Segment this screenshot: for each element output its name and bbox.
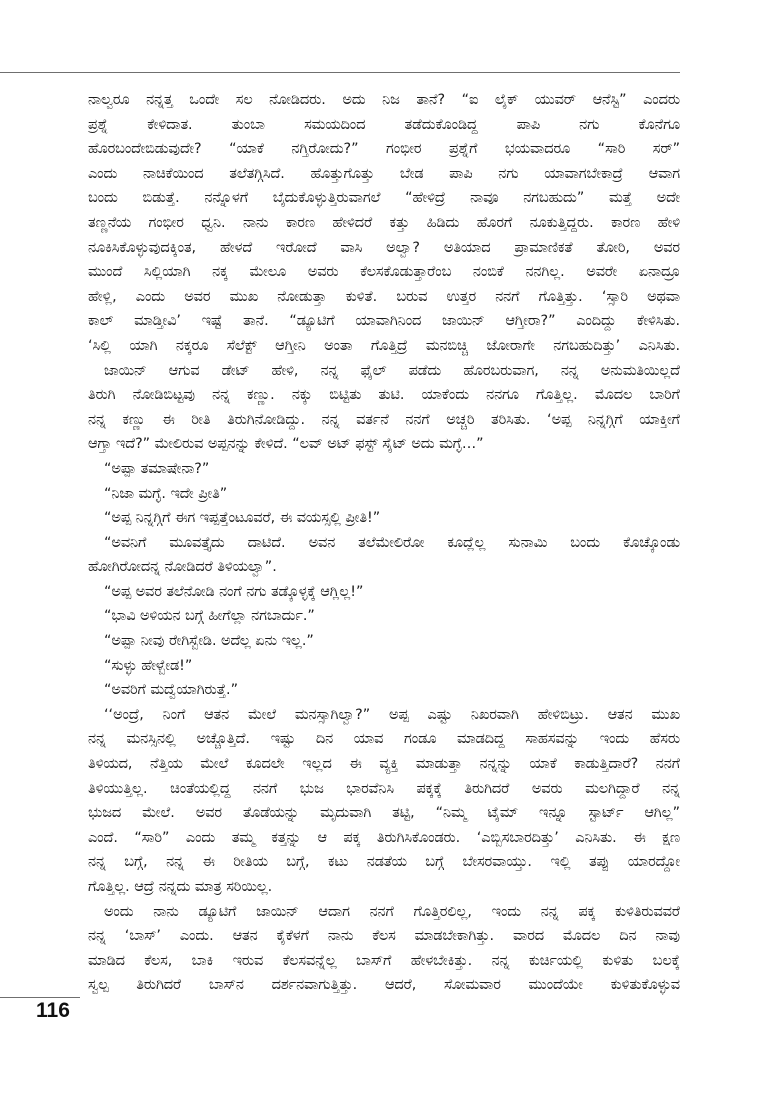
text-line-24: “ಸುಳ್ಳು ಹೇಳ್ಬೇಡ!” [104, 657, 193, 674]
text-line-30: ಭುಜದ ಮೇಲೆ. ಅವರ ತೊಡೆಯನ್ನು ಮೃದುವಾಗಿ ತಟ್ಟಿ, “ನಿಮ್ಮ ಟೈಮ್ ಇನ್ನೂ ಸ್ಟಾರ್ಟ್ ಆಗಿಲ್ಲ” [88, 805, 680, 822]
text-line-04: ಎಂದು ನಾಚಿಕೆಯಿಂದ ತಲೆತಗ್ಗಿಸಿದೆ. ಹೊತ್ತುಗೊತ್ತು ಬೇಡ ಪಾಪಿ ನಗು ಯಾವಾಗಬೇಕಾದ್ರೆ ಆವಾಗ [88, 165, 680, 182]
text-line-02: ಪ್ರಶ್ನೆ ಕೇಳಿದಾತ. ತುಂಬಾ ಸಮಯದಿಂದ ತಡೆದುಕೊಂಡಿದ್ದ ಪಾಪಿ ನಗು ಕೊನೆಗೂ [88, 116, 680, 133]
text-line-31: ಎಂದೆ. “ಸಾರಿ” ಎಂದು ತಮ್ಮ ಕತ್ತನ್ನು ಆ ಪಕ್ಕ ತಿರುಗಿಸಿಕೊಂಡರು. ‘ಎಬ್ಬಿಸಬಾರದಿತ್ತು’ ಎನಿಸಿತು. ಈ ಕ್ಷಣ [88, 829, 680, 846]
text-line-13: ತಿರುಗಿ ನೋಡಿಬಿಟ್ಟವು ನನ್ನ ಕಣ್ಣು. ನಕ್ಕು ಬಿಟ್ಟಿತು ತುಟಿ. ಯಾಕೆಂದು ನನಗೂ ಗೊತ್ತಿಲ್ಲ. ಮೊದಲ ಬಾರಿಗೆ [88, 387, 680, 404]
text-line-20: ಹೋಗಿರೋದನ್ನ ನೋಡಿದರೆ ತಿಳಿಯಲ್ವಾ”. [88, 559, 277, 576]
page-body-text [88, 88, 680, 998]
text-line-19: “ಅವನಿಗೆ ಮೂವತ್ತೈದು ದಾಟಿದೆ. ಅವನ ತಲೆಮೇಲಿರೋ ಕೂದ್ಲೆಲ್ಲ ಸುನಾಮಿ ಬಂದು ಕೊಚ್ಕೊಂಡು [104, 534, 680, 551]
header-rule [0, 72, 680, 73]
text-line-07: ನೂಕಿಸಿಕೊಳ್ಳುವುದಕ್ಕಿಂತ, ಹೇಳದೆ ಇರೋದೆ ವಾಸಿ ಅಲ್ವಾ? ಅತಿಯಾದ ಪ್ರಾಮಾಣಿಕತೆ ತೋರಿ, ಅವರ [88, 239, 680, 256]
text-line-34: ಅಂದು ನಾನು ಡ್ಯೂಟಿಗೆ ಜಾಯಿನ್ ಆದಾಗ ನನಗೆ ಗೊತ್ತಿರಲಿಲ್ಲ, ಇಂದು ನನ್ನ ಪಕ್ಕ ಕುಳಿತಿರುವವರೆ [104, 903, 680, 920]
text-line-09: ಹೇಳ್ಲಿ, ಎಂದು ಅವರ ಮುಖ ನೋಡುತ್ತಾ ಕುಳಿತೆ. ಬರುವ ಉತ್ತರ ನನಗೆ ಗೊತ್ತಿತ್ತು. ‘ಸ್ಸಾರಿ ಅಥವಾ [88, 288, 680, 305]
text-line-36: ಮಾಡಿದ ಕೆಲಸ, ಬಾಕಿ ಇರುವ ಕೆಲಸವನ್ನೆಲ್ಲ ಬಾಸ್‌ಗೆ ಹೇಳಬೇಕಿತ್ತು. ನನ್ನ ಕುರ್ಚಿಯಲ್ಲಿ ಕುಳಿತು ಬಲಕ್ಕೆ [88, 952, 680, 969]
page-number: 116 [36, 999, 70, 1022]
text-line-28: ತಿಳಿಯದ, ನೆತ್ತಿಯ ಮೇಲೆ ಕೂದಲೇ ಇಲ್ಲದ ಈ ವ್ಯಕ್ತಿ ಮಾಡುತ್ತಾ ನನ್ನನ್ನು ಯಾಕೆ ಕಾಡುತ್ತಿದಾರೆ? ನನಗೆ [88, 756, 680, 773]
text-line-25: “ಅವರಿಗೆ ಮದ್ವೆಯಾಗಿರುತ್ತೆ.” [104, 682, 238, 699]
text-line-29: ತಿಳಿಯುತ್ತಿಲ್ಲ. ಚಿಂತೆಯಲ್ಲಿದ್ದ ನನಗೆ ಭುಜ ಭಾರವೆನಿಸಿ ಪಕ್ಕಕ್ಕೆ ತಿರುಗಿದರೆ ಅವರು ಮಲಗಿದ್ದಾರೆ ನನ್ನ [88, 780, 680, 797]
text-line-32: ನನ್ನ ಬಗ್ಗೆ, ನನ್ನ ಈ ರೀತಿಯ ಬಗ್ಗೆ, ಕಟು ನಡತೆಯ ಬಗ್ಗೆ ಬೇಸರವಾಯ್ತು. ಇಲ್ಲಿ ತಪ್ಪು ಯಾರದ್ದೋ [88, 854, 680, 871]
text-line-01: ನಾಲ್ವರೂ ನನ್ನತ್ತ ಒಂದೇ ಸಲ ನೋಡಿದರು. ಅದು ನಿಜ ತಾನೆ? “ಐ ಲೈಕ್ ಯುವರ್ ಆನೆಸ್ಟಿ” ಎಂದರು [88, 92, 680, 108]
text-line-21: “ಅಪ್ಪ ಅವರ ತಲೆನೋಡಿ ನಂಗೆ ನಗು ತಡ್ಕೊಳ್ಳಕ್ಕೆ ಆಗ್ಲಿಲ್ಲ!” [104, 583, 364, 600]
text-line-37: ಸ್ವಲ್ಪ ತಿರುಗಿದರೆ ಬಾಸ್‌ನ ದರ್ಶನವಾಗುತ್ತಿತ್ತು. ಆದರೆ, ಸೋಮವಾರ ಮುಂದೆಯೇ ಕುಳಿತುಕೊಳ್ಳುವ [88, 977, 680, 994]
text-line-33: ಗೊತ್ತಿಲ್ಲ. ಆದ್ರೆ ನನ್ನದು ಮಾತ್ರ ಸರಿಯಿಲ್ಲ. [88, 879, 273, 895]
text-line-18: “ಅಪ್ಪ ನಿನ್ನಗ್ಗಿಗೆ ಈಗ ಇಪ್ಪತ್ತೆಂಟೂವರೆ, ಈ ವಯಸ್ಸಲ್ಲಿ ಪ್ರೀತಿ!” [104, 510, 381, 527]
text-line-16: “ಅಪ್ಪಾ ತಮಾಷೇನಾ?” [104, 460, 210, 477]
text-line-06: ತಣ್ಣನೆಯ ಗಂಭೀರ ಧ್ವನಿ. ನಾನು ಕಾರಣ ಹೇಳಿದರೆ ಕತ್ತು ಹಿಡಿದು ಹೊರಗೆ ನೂಕುತ್ತಿದ್ದರು. ಕಾರಣ ಹೇಳಿ [88, 214, 680, 231]
text-line-08: ಮುಂದೆ ಸಿಲ್ಲಿಯಾಗಿ ನಕ್ಕ ಮೇಲೂ ಅವರು ಕೆಲಸಕೊಡುತ್ತಾರೆಂಬ ನಂಬಿಕೆ ನನಗಿಲ್ಲ. ಅವರೇ ಏನಾದ್ರೂ [88, 264, 680, 281]
text-line-26: ‘‘ಅಂದ್ರೆ, ನಿಂಗೆ ಆತನ ಮೇಲೆ ಮನಸ್ಸಾಗಿಲ್ವಾ?” ಅಪ್ಪ ಎಷ್ಟು ನಿಖರವಾಗಿ ಹೇಳಿಬಿಟ್ರು. ಆತನ ಮುಖ [104, 706, 680, 723]
text-line-35: ನನ್ನ ‘ಬಾಸ್’ ಎಂದು. ಆತನ ಕೈಕೆಳಗೆ ನಾನು ಕೆಲಸ ಮಾಡಬೇಕಾಗಿತ್ತು. ವಾರದ ಮೊದಲ ದಿನ ನಾವು [88, 928, 680, 945]
text-line-23: “ಅಪ್ಪಾ ನೀವು ರೇಗಿಸ್ಬೇಡಿ. ಅದೆಲ್ಲ ಏನು ಇಲ್ಲ.” [104, 633, 314, 650]
footer-rule [0, 997, 80, 998]
text-line-10: ಕಾಲ್ ಮಾಡ್ತೀವಿ’ ಇಷ್ಟೆ ತಾನೆ. “ಡ್ಯೂಟಿಗೆ ಯಾವಾಗಿನಿಂದ ಜಾಯಿನ್ ಆಗ್ತೀರಾ?” ಎಂದಿದ್ದು ಕೇಳಿಸಿತು. [88, 313, 680, 330]
text-line-22: “ಭಾವಿ ಅಳಿಯನ ಬಗ್ಗೆ ಹೀಗೆಲ್ಲಾ ನಗಬಾರ್ದು.” [104, 608, 315, 625]
text-line-27: ನನ್ನ ಮನಸ್ಸಿನಲ್ಲಿ ಅಚ್ಚೊತ್ತಿದೆ. ಇಷ್ಟು ದಿನ ಯಾವ ಗಂಡೂ ಮಾಡದಿದ್ದ ಸಾಹಸವನ್ನು ಇಂದು ಹೆಸರು [88, 731, 680, 748]
text-line-14: ನನ್ನ ಕಣ್ಣು ಈ ರೀತಿ ತಿರುಗಿನೋಡಿದ್ದು. ನನ್ನ ವರ್ತನೆ ನನಗೆ ಅಚ್ಚರಿ ತರಿಸಿತು. ‘ಅಪ್ಪ ನಿನ್ನಗ್ಗಿಗೆ ಯಾಕ್ತೀಗೆ [88, 411, 680, 428]
text-line-03: ಹೊರಬಂದೇಬಿಡುವುದೇ? “ಯಾಕೆ ನಗ್ತಿರೋದು?” ಗಂಭೀರ ಪ್ರಶ್ನೆಗೆ ಭಯವಾದರೂ “ಸಾರಿ ಸರ್” [88, 141, 680, 158]
text-line-17: “ನಿಜಾ ಮಗ್ಳೆ. ಇದೇ ಪ್ರೀತಿ” [104, 485, 228, 502]
text-line-15: ಆಗ್ತಾ ಇದೆ?” ಮೇಲಿರುವ ಅಪ್ಪನನ್ನು ಕೇಳಿದೆ. “ಲವ್ ಅಟ್ ಫಸ್ಟ್ ಸೈಟ್ ಅದು ಮಗ್ಳೆ…” [88, 436, 484, 453]
text-line-12: ಜಾಯಿನ್ ಆಗುವ ಡೇಟ್ ಹೇಳಿ, ನನ್ನ ಫೈಲ್ ಪಡೆದು ಹೊರಬರುವಾಗ, ನನ್ನ ಅನುಮತಿಯಿಲ್ಲದೆ [104, 362, 680, 379]
text-line-11: ‘ಸಿಲ್ಲಿ ಯಾಗಿ ನಕ್ಕರೂ ಸೆಲೆಕ್ಟ್ ಆಗ್ತೀನಿ ಅಂತಾ ಗೊತ್ತಿದ್ರೆ ಮನಬಿಚ್ಚಿ ಜೋರಾಗೇ ನಗಬಹುದಿತ್ತು’ ಎನಿಸಿತು. [88, 337, 680, 354]
text-line-05: ಬಂದು ಬಿಡುತ್ತೆ. ನನ್ನೊಳಗೆ ಬೈದುಕೊಳ್ಳುತ್ತಿರುವಾಗಲೆ “ಹೇಳಿದ್ರೆ ನಾವೂ ನಗಬಹುದು” ಮತ್ತೆ ಅದೇ [88, 190, 680, 207]
